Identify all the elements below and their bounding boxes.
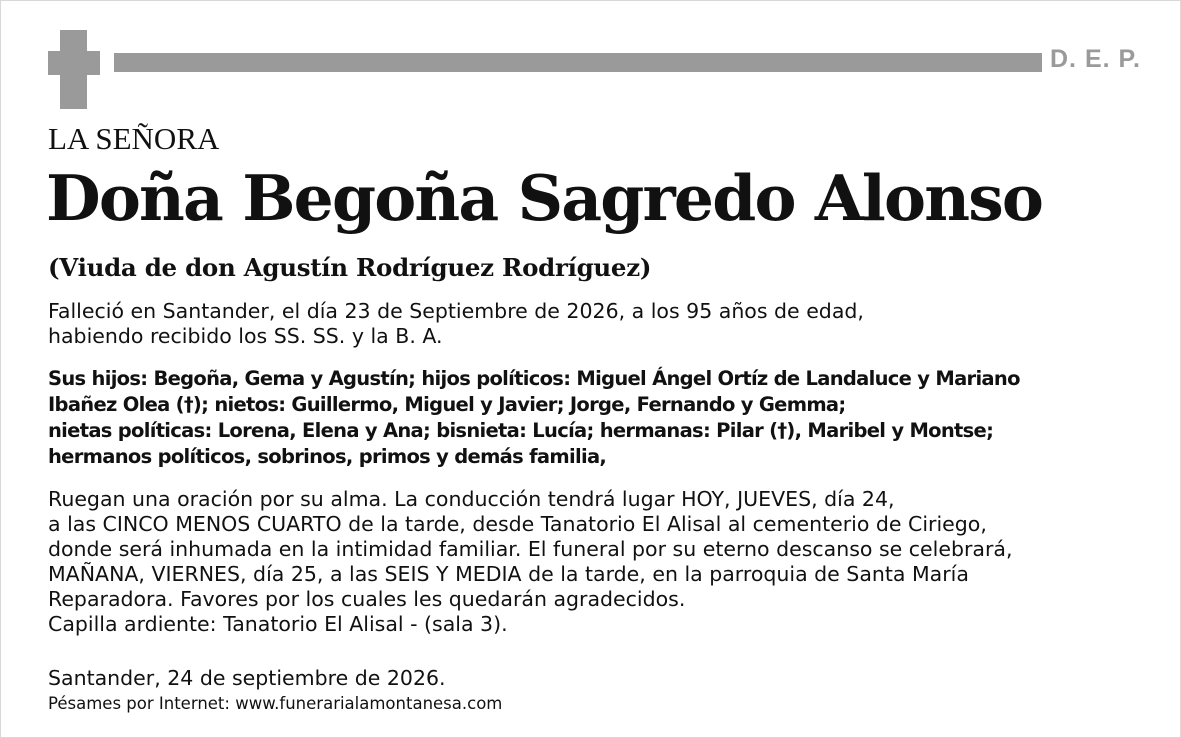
deceased-name: Doña Begoña Sagredo Alonso	[46, 161, 1043, 235]
service-line: Reparadora. Favores por los cuales les quedarán agradecidos.	[48, 587, 686, 611]
service-line: Capilla ardiente: Tanatorio El Alisal - (sala 3).	[48, 612, 508, 636]
header-rule	[114, 53, 1042, 72]
death-notice	[48, 299, 864, 349]
death-line: Falleció en Santander, el día 23 de Septiembre de 2026, a los 95 años de edad,	[48, 299, 864, 323]
death-line: habiendo recibido los SS. SS. y la B. A.	[48, 324, 443, 348]
family-line: hermanos políticos, sobrinos, primos y demás familia,	[48, 445, 607, 468]
service-details	[48, 487, 1012, 637]
service-line: MAÑANA, VIERNES, día 25, a las SEIS Y MEDIA de la tarde, en la parroquia de Santa María	[48, 562, 969, 586]
cross-icon-bar	[48, 51, 100, 75]
condolences-link[interactable]: Pésames por Internet: www.funerarialamontanesa.com	[48, 694, 503, 713]
family-line: Sus hijos: Begoña, Gema y Agustín; hijos políticos: Miguel Ángel Ortíz de Landaluce y Mariano	[48, 367, 1020, 390]
widow-subtitle: (Viuda de don Agustín Rodríguez Rodríguez)	[48, 253, 652, 282]
closing-date: Santander, 24 de septiembre de 2026.	[48, 666, 446, 690]
dep-label: D. E. P.	[1050, 45, 1141, 73]
service-line: donde será inhumada en la intimidad familiar. El funeral por su eterno descanso se celebrará,	[48, 537, 1013, 561]
family-list	[48, 366, 1020, 470]
service-line: Ruegan una oración por su alma. La conducción tendrá lugar HOY, JUEVES, día 24,	[48, 487, 895, 511]
service-line: a las CINCO MENOS CUARTO de la tarde, desde Tanatorio El Alisal al cementerio de Ciriego,	[48, 512, 987, 536]
family-line: nietas políticas: Lorena, Elena y Ana; bisnieta: Lucía; hermanas: Pilar (†), Maribel y Montse;	[48, 419, 994, 442]
title-prefix: LA SEÑORA	[48, 121, 220, 156]
family-line: Ibañez Olea (†); nietos: Guillermo, Miguel y Javier; Jorge, Fernando y Gemma;	[48, 393, 846, 416]
